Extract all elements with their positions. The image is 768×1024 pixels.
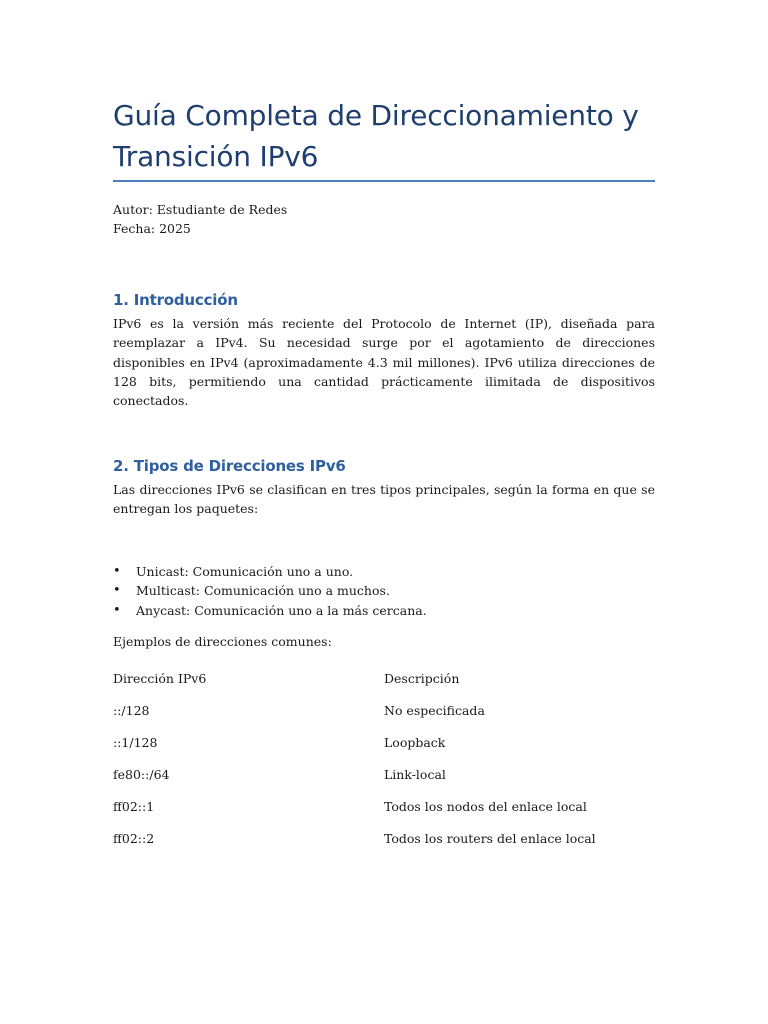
date-line: Fecha: 2025 <box>113 221 191 236</box>
table-cell-description: No especificada <box>384 702 485 718</box>
section-heading-address-types: 2. Tipos de Direcciones IPv6 <box>113 457 346 475</box>
table-header-row <box>113 662 655 694</box>
list-item <box>113 581 655 600</box>
address-types-paragraph: Las direcciones IPv6 se clasifican en tres tipos principales, según la forma en que se entregan los paquetes: <box>113 482 655 517</box>
table-cell-address: ff02::2 <box>113 830 155 846</box>
document-title-line-2: Transición IPv6 <box>113 140 319 173</box>
document-meta <box>113 200 287 238</box>
table-cell-description: Todos los routers del enlace local <box>384 830 596 846</box>
table-cell-address: ::/128 <box>113 702 150 718</box>
table-cell-description: Todos los nodos del enlace local <box>384 798 587 814</box>
table-cell-address: ::1/128 <box>113 734 158 750</box>
introduction-paragraph: IPv6 es la versión más reciente del Protocolo de Internet (IP), diseñada para reemplazar a IPv4. Su necesidad surge por el agotamiento de direcciones disponibles en IPv4 (aproximadamente 4.3 mil millones). IPv6 utiliza direcciones de 128 bits, permitiendo una cantidad prácticamente ilimitada de dispositivos conectados. <box>113 316 655 409</box>
table-cell-address: ff02::1 <box>113 798 155 814</box>
bullet-icon: • <box>113 583 121 599</box>
list-item-text: Anycast: Comunicación uno a la más cercana. <box>136 602 427 618</box>
table-row <box>113 822 655 854</box>
table-header-description: Descripción <box>384 670 460 686</box>
table-row <box>113 790 655 822</box>
document-title-line-1: Guía Completa de Direccionamiento y <box>113 99 639 132</box>
list-item <box>113 562 655 581</box>
table-row <box>113 694 655 726</box>
list-item <box>113 601 655 620</box>
section-heading-introduction: 1. Introducción <box>113 291 238 309</box>
table-cell-address: fe80::/64 <box>113 766 170 782</box>
bullet-icon: • <box>113 602 121 618</box>
document-title <box>113 95 655 177</box>
address-examples-table <box>113 662 655 854</box>
table-row <box>113 758 655 790</box>
author-line: Autor: Estudiante de Redes <box>113 202 288 217</box>
title-underline <box>113 180 655 182</box>
examples-intro: Ejemplos de direcciones comunes: <box>113 634 332 649</box>
table-cell-description: Loopback <box>384 734 446 750</box>
address-types-list <box>113 562 655 620</box>
bullet-icon: • <box>113 564 121 579</box>
list-item-text: Unicast: Comunicación uno a uno. <box>136 564 354 579</box>
list-item-text: Multicast: Comunicación uno a muchos. <box>136 583 390 599</box>
table-row <box>113 726 655 758</box>
table-header-address: Dirección IPv6 <box>113 670 207 686</box>
table-cell-description: Link-local <box>384 766 446 782</box>
